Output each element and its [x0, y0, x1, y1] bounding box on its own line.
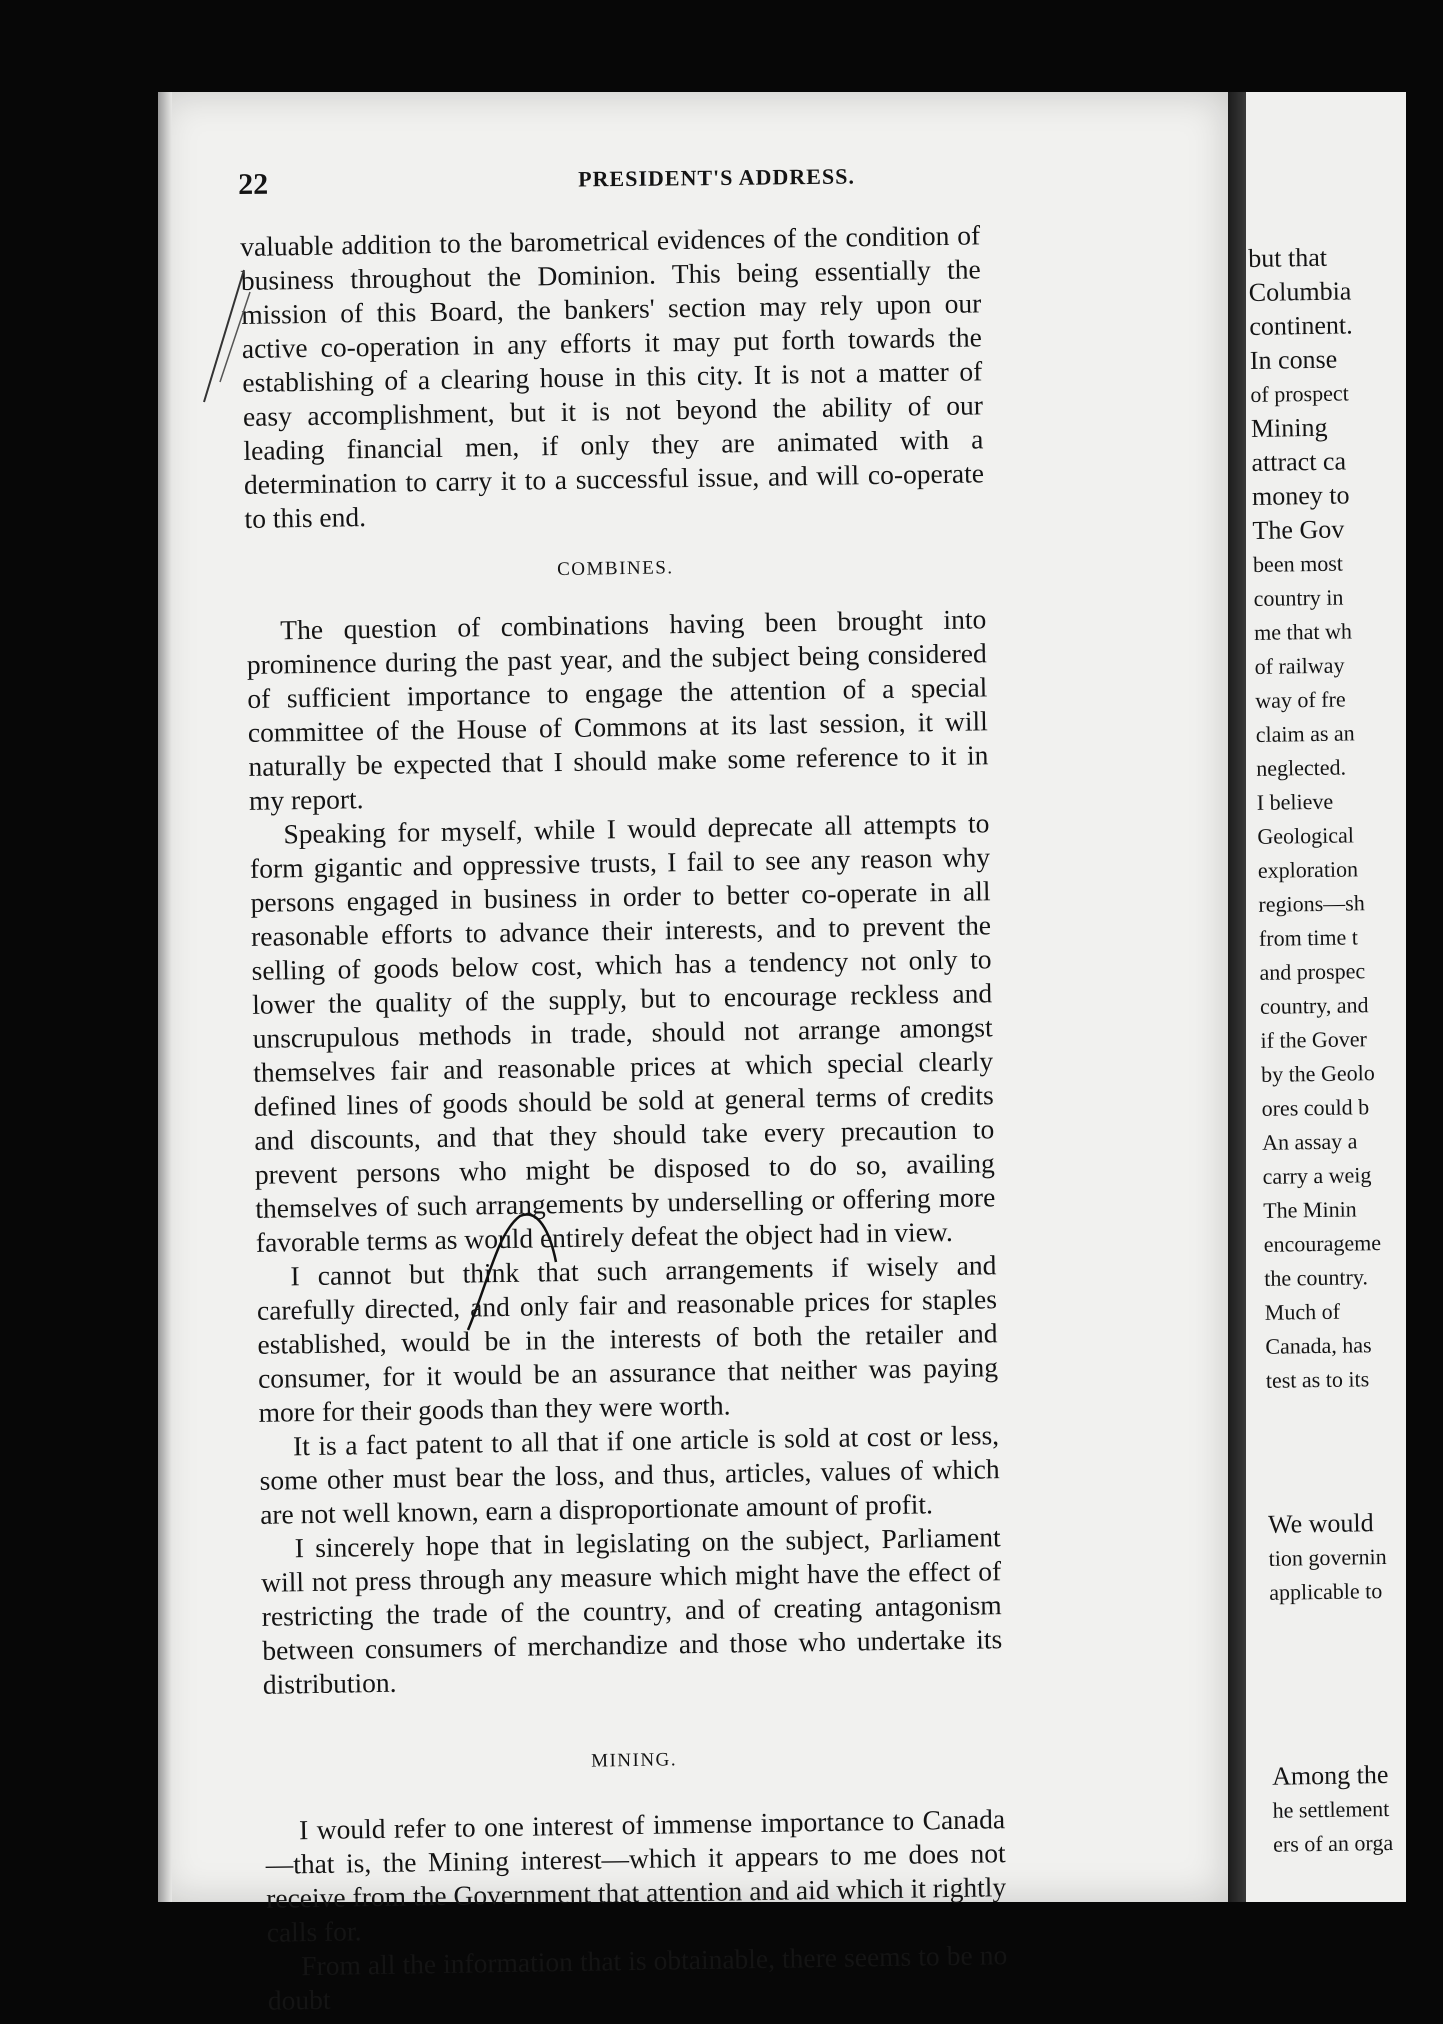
paragraph-fact-patent: It is a fact patent to all that if one article is sold at cost or less, some other must bear the loss, and thus, articles, values of which are not well known, earn a disproportionate amount of profit. — [259, 1419, 1000, 1530]
fragment-line: if the Gover — [1260, 1026, 1368, 1053]
body-text — [240, 214, 1278, 2018]
fragment-line: attract ca — [1251, 446, 1347, 477]
page-number: 22 — [238, 167, 269, 201]
fragment-line: tion governin — [1268, 1543, 1387, 1571]
fragment-line: Mining — [1250, 412, 1328, 443]
paragraph-clearing-house: valuable addition to the barometrical evidences of the condition of business throughout the Dominion. This being essentially the mission of this Board, the bankers' section may rely upon our active co-operation in any efforts it may put forth towards the establishing of a clearing house in this city. It is not a matter of easy accomplishment, but it is not beyond the ability of our leading financial men, if only they are animated with a determination to carry it to a successful issue, and will co-operate to this end. — [240, 219, 985, 534]
fragment-line: from time t — [1258, 924, 1359, 951]
running-head: PRESIDENT'S ADDRESS. — [578, 163, 855, 192]
fragment-line: claim as an — [1255, 720, 1355, 747]
page-edge-shadow — [158, 92, 172, 1902]
book-page-left — [158, 92, 1228, 2016]
fragment-line: encourageme — [1263, 1230, 1382, 1257]
paragraph-arrangements: I cannot but think that such arrangements if wisely and carefully directed, and only fair and reasonable prices for staples established, would be in the interests of both the retailer and consumer, for it would be an assurance that neither was paying more for their goods than they were worth. — [256, 1249, 999, 1428]
fragment-line: An assay a — [1261, 1128, 1358, 1155]
fragment-line: Geological — [1257, 822, 1355, 849]
fragment-line: and prospec — [1259, 958, 1366, 985]
fragment-line: Much of — [1264, 1298, 1341, 1325]
fragment-line: country, and — [1259, 992, 1369, 1019]
fragment-line: the country. — [1264, 1264, 1369, 1291]
fragment-line: Among the — [1271, 1759, 1389, 1791]
fragment-line: In conse — [1249, 344, 1338, 375]
section-heading-combines: COMBINES. — [556, 557, 674, 581]
paragraph-information: From all the information that is obtainable, there seems to be no doubt — [267, 1939, 1008, 2016]
fragment-line: of railway — [1254, 652, 1345, 679]
fragment-line: test as to its — [1265, 1366, 1370, 1393]
fragment-line: The Minin — [1263, 1196, 1357, 1223]
fragment-line: ers of an orga — [1272, 1829, 1394, 1857]
fragment-line: neglected. — [1256, 754, 1347, 781]
fragment-line: been most — [1252, 550, 1344, 577]
fragment-line: continent. — [1249, 310, 1353, 341]
book-gutter — [1228, 92, 1246, 1902]
fragment-spacer — [1269, 1607, 1441, 1760]
paragraph-trusts: Speaking for myself, while I would deprecate all attempts to form gigantic and oppressive trusts, I fail to see any reason why persons engaged in business in order to better co-operate in all reasonable efforts to advance their interests, and to prevent the selling of goods below cost, which has a tendency not only to lower the quality of the supply, but to encourage reckless and unscrupulous methods in trade, should not arrange amongst themselves fair and reasonable prices at which special clearly defined lines of goods should be sold at general terms of credits and discounts, and that they should take every precaution to prevent persons who might be disposed to do so, availing themselves of such arrangements by underselling or offering more favorable terms as would entirely defeat the object had in view. — [249, 807, 996, 1258]
fragment-line: regions—sh — [1258, 890, 1365, 917]
fragment-line: I believe — [1256, 788, 1334, 815]
paragraph-combinations: The question of combinations having been brought into prominence during the past year, and the subject being considered of sufficient importance to engage the attention of a special committee of the House of Commons at its last session, it will naturally be expected that I should make some reference to it in my report. — [246, 603, 989, 816]
fragment-line: carry a weig — [1262, 1162, 1372, 1189]
fragment-line: Columbia — [1248, 276, 1352, 307]
fragment-line: We would — [1267, 1508, 1374, 1539]
fragment-line: ores could b — [1261, 1094, 1370, 1121]
fragment-line: exploration — [1257, 856, 1359, 883]
fragment-line: applicable to — [1269, 1578, 1383, 1605]
fragment-line: but that — [1248, 242, 1328, 273]
fragment-line: me that wh — [1253, 618, 1353, 645]
fragment-line: he settlement — [1272, 1795, 1390, 1823]
right-page-text — [1248, 239, 1443, 1861]
fragment-spacer — [1266, 1395, 1438, 1508]
paragraph-legislation: I sincerely hope that in legislating on the subject, Parliament will not press through any measure which might have the effect of restricting the trade of the country, and of creating antagonism between consumers of merchandize and those who undertake its distribution. — [261, 1521, 1003, 1700]
fragment-line: country in — [1253, 584, 1344, 611]
fragment-line: way of fre — [1255, 686, 1346, 713]
section-heading-mining: MINING. — [590, 1749, 678, 1772]
fragment-line: The Gov — [1252, 514, 1345, 545]
fragment-line: Canada, has — [1265, 1332, 1372, 1359]
book-page-right-fragment — [1246, 92, 1406, 1902]
fragment-line: of prospect — [1250, 380, 1349, 407]
fragment-line: by the Geolo — [1260, 1060, 1375, 1087]
paragraph-mining-interest: I would refer to one interest of immense importance to Canada—that is, the Mining interest—which it appears to me does not receive from the Government that attention and aid which it rightly calls for. — [265, 1803, 1007, 1948]
page-header — [238, 158, 1218, 208]
fragment-line: money to — [1251, 480, 1350, 511]
